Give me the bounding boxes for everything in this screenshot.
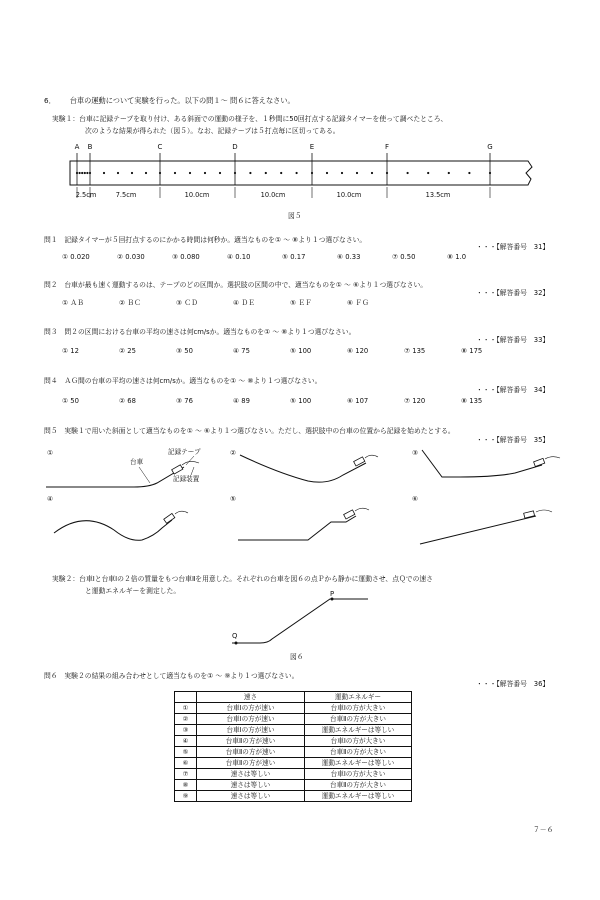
slope-option-5[interactable]	[236, 500, 386, 555]
q1-answer-label: ・・・【解答番号 31】	[476, 243, 550, 251]
tape-dot	[86, 172, 88, 174]
q4-option-4[interactable]: ④ 89	[233, 397, 250, 405]
tape-label-d: D	[232, 143, 238, 151]
tape-dot	[249, 172, 251, 174]
q2-text: 問２ 台車が最も速く運動するのは、テープのどの区間か。選択肢の区間の中で、適当なものを① ～ ⑥より１つ選びなさい。	[44, 281, 428, 289]
choice-number: ⑥	[175, 758, 197, 769]
interval-cd: 10.0cm	[184, 191, 210, 199]
q3-option-2[interactable]: ② 25	[119, 347, 136, 355]
choice-number: ③	[175, 725, 197, 736]
experiment1-line2: 次のような結果が得られた（図５）。なお、記録テープは５打点毎に区切ってある。	[85, 127, 340, 135]
question-number: 6．	[44, 96, 56, 105]
q4-option-8[interactable]: ⑧ 135	[461, 397, 483, 405]
q1-option-3[interactable]: ③ 0.080	[172, 253, 200, 261]
experiment2-line2: と運動エネルギーを測定した。	[85, 587, 181, 595]
figure6-q-label: Q	[232, 632, 238, 640]
tape-dot	[89, 172, 91, 174]
figure6-slope	[220, 590, 380, 650]
choice-energy: 台車Ⅰの方が大きい	[305, 703, 412, 714]
table-header-energy: 運動エネルギー	[305, 692, 412, 703]
table-header-speed: 速さ	[197, 692, 305, 703]
q1-text: 問１ 記録タイマーが５回打点するのにかかる時間は何秒か。適当なものを① ～ ⑧より１つ選びなさい。	[44, 236, 367, 244]
figure6-p-label: P	[330, 590, 335, 598]
q2-option-6[interactable]: ⑥ ＦＧ	[347, 299, 369, 307]
slope-option-6-label[interactable]: ⑥	[412, 495, 419, 503]
q2-option-4[interactable]: ④ ＤＥ	[233, 299, 255, 307]
q1-option-4[interactable]: ④ 0.10	[227, 253, 251, 261]
table-row[interactable]	[175, 747, 412, 758]
slope-option-1[interactable]	[44, 445, 229, 505]
slope-option-1-label[interactable]: ①	[47, 449, 54, 457]
table-header-row	[175, 692, 412, 703]
q3-option-4[interactable]: ④ 75	[233, 347, 250, 355]
choice-speed: 台車Ⅱの方が速い	[197, 758, 305, 769]
tape-dot	[159, 172, 161, 174]
q3-option-3[interactable]: ③ 50	[176, 347, 193, 355]
q2-options	[62, 299, 404, 307]
q4-option-7[interactable]: ⑦ 120	[404, 397, 426, 405]
tape-dot	[326, 172, 328, 174]
choice-speed: 台車Ⅰの方が速い	[197, 714, 305, 725]
slope-option-6[interactable]	[418, 500, 568, 555]
tape-dot	[79, 172, 81, 174]
q4-text: 問４ ＡＧ間の台車の平均の速さは何cm/sか。適当なものを① ～ ⑧より１つ選びなさい。	[44, 377, 322, 385]
choice-speed: 速さは等しい	[197, 780, 305, 791]
q6-answer-label: ・・・【解答番号 36】	[476, 680, 550, 688]
q2-answer-label: ・・・【解答番号 32】	[476, 289, 550, 297]
tape-dot	[489, 172, 491, 174]
slope-option-3[interactable]	[420, 445, 570, 495]
table-row[interactable]	[175, 736, 412, 747]
tape-dot	[356, 172, 358, 174]
tape-dot	[468, 172, 470, 174]
tape-dot	[81, 172, 83, 174]
choice-speed: 台車Ⅰの方が速い	[197, 725, 305, 736]
tape-dot	[265, 172, 267, 174]
page-number: ７－６	[533, 826, 554, 834]
q1-option-2[interactable]: ② 0.030	[117, 253, 145, 261]
tape-dot	[76, 172, 78, 174]
tape-label-g: G	[487, 143, 493, 151]
slope-option-2-label[interactable]: ②	[230, 449, 237, 457]
choice-energy: 台車Ⅰの方が大きい	[305, 736, 412, 747]
tape-dot	[341, 172, 343, 174]
q1-option-8[interactable]: ⑧ 1.0	[447, 253, 467, 261]
choice-energy: 運動エネルギーは等しい	[305, 791, 412, 802]
device-label: 記録装置	[173, 475, 200, 483]
q1-options	[62, 253, 502, 261]
slope-option-4-label[interactable]: ④	[47, 495, 54, 503]
tape-dot	[103, 172, 105, 174]
tape-dot	[311, 172, 313, 174]
choice-speed: 速さは等しい	[197, 791, 305, 802]
q3-option-7[interactable]: ⑦ 135	[404, 347, 426, 355]
choice-number: ⑨	[175, 791, 197, 802]
table-row[interactable]	[175, 780, 412, 791]
experiment1-line1: 実験１：台車に記録テープを取り付け、ある斜面での運動の様子を、１秒間に50回打点する記録タイマーを使って調べたところ、	[52, 115, 448, 123]
interval-bc: 7.5cm	[115, 191, 137, 199]
q4-option-6[interactable]: ⑥ 107	[347, 397, 369, 405]
q4-options	[62, 397, 518, 405]
q3-option-1[interactable]: ① 12	[62, 347, 79, 355]
tape-label-c: C	[157, 143, 163, 151]
choice-number: ②	[175, 714, 197, 725]
tape-dot	[219, 172, 221, 174]
tape-label-f: F	[384, 143, 390, 151]
tape-dot	[296, 172, 298, 174]
q4-option-3[interactable]: ③ 76	[176, 397, 193, 405]
q3-option-6[interactable]: ⑥ 120	[347, 347, 369, 355]
point-q	[235, 642, 238, 645]
table-row[interactable]	[175, 791, 412, 802]
slope-option-2[interactable]	[238, 445, 388, 495]
q2-option-3[interactable]: ③ ＣＤ	[176, 299, 198, 307]
q6-text: 問６ 実験２の結果の組み合わせとして適当なものを① ～ ⑨より１つ選びなさい。	[44, 672, 299, 680]
q6-answer-table	[174, 691, 412, 802]
q4-option-2[interactable]: ② 68	[119, 397, 136, 405]
tape-dot	[280, 172, 282, 174]
slope-option-5-label[interactable]: ⑤	[230, 495, 237, 503]
table-row[interactable]	[175, 714, 412, 725]
tape-dot	[448, 172, 450, 174]
choice-energy: 台車Ⅱの方が大きい	[305, 714, 412, 725]
choice-energy: 台車Ⅱの方が大きい	[305, 747, 412, 758]
tape-dot	[189, 172, 191, 174]
question-intro: 台車の運動について実験を行った。以下の問１～ 問６に答えなさい。	[69, 96, 295, 105]
tape-label: 記録テープ	[168, 448, 201, 456]
table-row[interactable]	[175, 703, 412, 714]
choice-speed: 台車Ⅱの方が速い	[197, 747, 305, 758]
slope-option-4[interactable]	[44, 500, 204, 555]
choice-speed: 台車Ⅰの方が速い	[197, 703, 305, 714]
choice-energy: 台車Ⅰの方が大きい	[305, 769, 412, 780]
choice-speed: 台車Ⅱの方が速い	[197, 736, 305, 747]
tape-dot	[386, 172, 388, 174]
tape-label-a: A	[74, 143, 80, 151]
choice-speed: 速さは等しい	[197, 769, 305, 780]
q3-options	[62, 347, 518, 355]
table-header-number	[175, 692, 197, 703]
tape-dot	[204, 172, 206, 174]
slope-option-3-label[interactable]: ③	[412, 449, 419, 457]
q2-option-1[interactable]: ① ＡＢ	[62, 299, 84, 307]
cart-label: 台車	[130, 458, 144, 466]
tape-dot	[174, 172, 176, 174]
choice-number: ⑤	[175, 747, 197, 758]
q3-text: 問３ 問２の区間における台車の平均の速さは何cm/sか。適当なものを① ～ ⑧より１つ選びなさい。	[44, 328, 356, 336]
interval-ab: 2.5cm	[75, 191, 97, 199]
choice-number: ⑧	[175, 780, 197, 791]
table-row[interactable]	[175, 758, 412, 769]
q2-option-5[interactable]: ⑤ ＥＦ	[290, 299, 312, 307]
choice-number: ①	[175, 703, 197, 714]
q1-option-5[interactable]: ⑤ 0.17	[282, 253, 306, 261]
choice-energy: 運動エネルギーは等しい	[305, 725, 412, 736]
q5-answer-label: ・・・【解答番号 35】	[476, 436, 550, 444]
tape-dot	[407, 172, 409, 174]
experiment2-line1: 実験２：台車Ⅰと台車Ⅰの２倍の質量をもつ台車Ⅱを用意した。それぞれの台車を図６の点Ｐから静かに運動させ、点Ｑでの速さ	[52, 575, 433, 583]
table-row[interactable]	[175, 725, 412, 736]
choice-energy: 台車Ⅱの方が大きい	[305, 780, 412, 791]
figure6-caption: 図６	[290, 653, 304, 661]
choice-energy: 運動エネルギーは等しい	[305, 758, 412, 769]
q4-answer-label: ・・・【解答番号 34】	[476, 386, 550, 394]
interval-de: 10.0cm	[260, 191, 286, 199]
tape-dot	[145, 172, 147, 174]
tape-dot	[84, 172, 86, 174]
tape-dot	[427, 172, 429, 174]
q4-option-5[interactable]: ⑤ 100	[290, 397, 312, 405]
q1-option-6[interactable]: ⑥ 0.33	[337, 253, 361, 261]
question-heading	[44, 96, 295, 105]
choice-number: ④	[175, 736, 197, 747]
interval-fg: 13.5cm	[425, 191, 451, 199]
interval-ef: 10.0cm	[336, 191, 362, 199]
table-row[interactable]	[175, 769, 412, 780]
tape-dot	[117, 172, 119, 174]
tape-label-e: E	[309, 143, 315, 151]
q1-option-7[interactable]: ⑦ 0.50	[392, 253, 416, 261]
tape-label-b: B	[87, 143, 93, 151]
choice-number: ⑦	[175, 769, 197, 780]
q3-option-5[interactable]: ⑤ 100	[290, 347, 312, 355]
q5-text: 問５ 実験１で用いた斜面として適当なものを① ～ ⑥より１つ選びなさい。ただし、選択肢中の台車の位置から記録を始めたとする。	[44, 427, 455, 435]
q3-option-8[interactable]: ⑧ 175	[461, 347, 483, 355]
tape-dot	[234, 172, 236, 174]
tape-dot	[131, 172, 133, 174]
q1-option-1[interactable]: ① 0.020	[62, 253, 90, 261]
q4-option-1[interactable]: ① 50	[62, 397, 79, 405]
figure5-caption: 図５	[288, 212, 302, 220]
q2-option-2[interactable]: ② ＢＣ	[119, 299, 141, 307]
tape-dot	[371, 172, 373, 174]
q3-answer-label: ・・・【解答番号 33】	[476, 336, 550, 344]
